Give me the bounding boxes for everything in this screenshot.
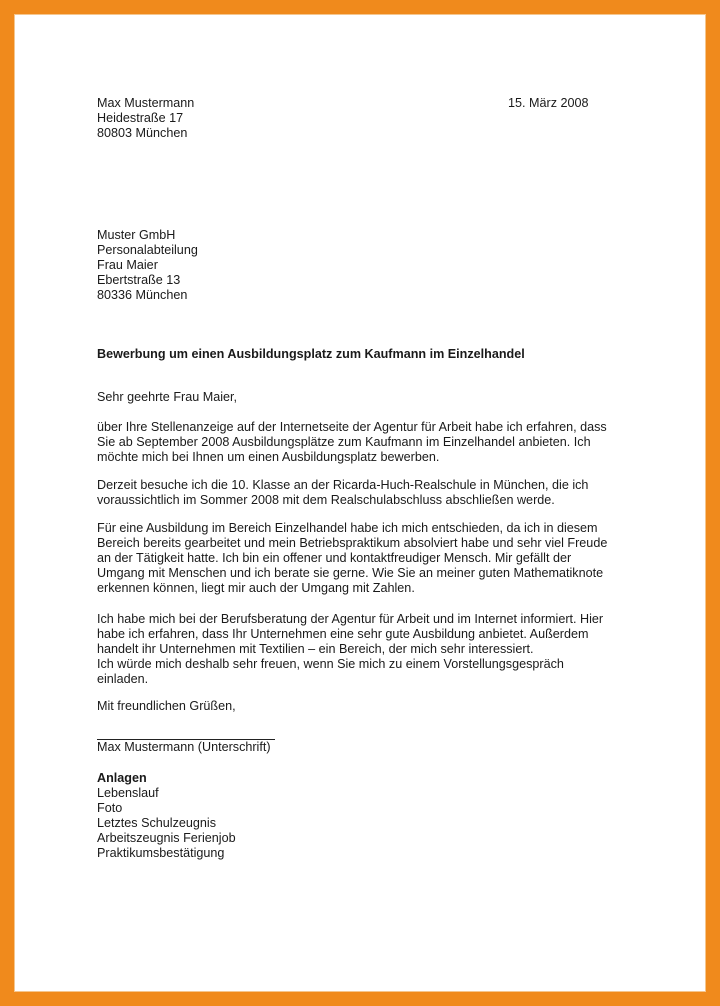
paragraph-line: handelt ihr Unternehmen mit Textilien – ein Bereich, der mich sehr interessiert. [97,642,534,656]
sender-address [97,96,194,141]
paragraph-line: habe ich erfahren, dass Ihr Unternehmen eine sehr gute Ausbildung anbietet. Außerdem [97,627,589,641]
attachment-item: Letztes Schulzeugnis [97,816,217,830]
paragraph-4 [97,612,603,687]
paragraph-line: Bereich bereits gearbeitet und mein Betriebspraktikum absolviert habe und sehr viel Freude [97,536,608,550]
recipient-company: Muster GmbH [97,228,176,242]
paragraph-line: Für eine Ausbildung im Bereich Einzelhandel habe ich mich entschieden, da ich in diesem [97,521,598,535]
sender-name: Max Mustermann [97,96,195,110]
closing-text: Mit freundlichen Grüßen, [97,699,236,713]
paragraph-line: über Ihre Stellenanzeige auf der Internetseite der Agentur für Arbeit habe ich erfahren, dass [97,420,607,434]
subject-text: Bewerbung um einen Ausbildungsplatz zum Kaufmann im Einzelhandel [97,347,525,361]
recipient-street: Ebertstraße 13 [97,273,181,287]
closing [97,699,236,714]
paragraph-line: an der Tätigkeit hatte. Ich bin ein offener und kontaktfreudiger Mensch. Mir gefällt der [97,551,572,565]
paragraph-line: Sie ab September 2008 Ausbildungsplätze zum Kaufmann im Einzelhandel anbieten. Ich [97,435,591,449]
recipient-city: 80336 München [97,288,188,302]
paragraph-line: voraussichtlich im Sommer 2008 mit dem Realschulabschluss abschließen werde. [97,493,555,507]
paragraph-line: einladen. [97,672,149,686]
paragraph-line: möchte mich bei Ihnen um einen Ausbildungsplatz bewerben. [97,450,440,464]
paragraph-line: erkennen können, liegt mir auch der Umgang mit Zahlen. [97,581,415,595]
recipient-department: Personalabteilung [97,243,198,257]
paragraph-line: Umgang mit Menschen und ich berate sie gerne. Wie Sie an meiner guten Mathematiknote [97,566,604,580]
letter-date: 15. März 2008 [508,96,589,110]
paragraph-1 [97,420,607,465]
attachment-item: Lebenslauf [97,786,159,800]
sender-city: 80803 München [97,126,188,140]
attachments-heading: Anlagen [97,771,147,785]
paragraph-3 [97,521,607,596]
attachment-item: Arbeitszeugnis Ferienjob [97,831,236,845]
signature-label: Max Mustermann (Unterschrift) [97,740,271,754]
recipient-contact: Frau Maier [97,258,158,272]
sender-street: Heidestraße 17 [97,111,184,125]
attachment-item: Praktikumsbestätigung [97,846,225,860]
salutation [97,390,237,405]
paragraph-2 [97,478,588,508]
salutation-text: Sehr geehrte Frau Maier, [97,390,238,404]
attachment-item: Foto [97,801,123,815]
recipient-address [97,228,198,303]
letter-subject [97,347,525,362]
paragraph-line: Ich habe mich bei der Berufsberatung der Agentur für Arbeit und im Internet informiert. Hier [97,612,604,626]
signature-area [97,739,275,755]
paragraph-line: Derzeit besuche ich die 10. Klasse an der Ricarda-Huch-Realschule in München, die ich [97,478,589,492]
paragraph-line: Ich würde mich deshalb sehr freuen, wenn Sie mich zu einem Vorstellungsgespräch [97,657,564,671]
attachments [97,771,236,861]
